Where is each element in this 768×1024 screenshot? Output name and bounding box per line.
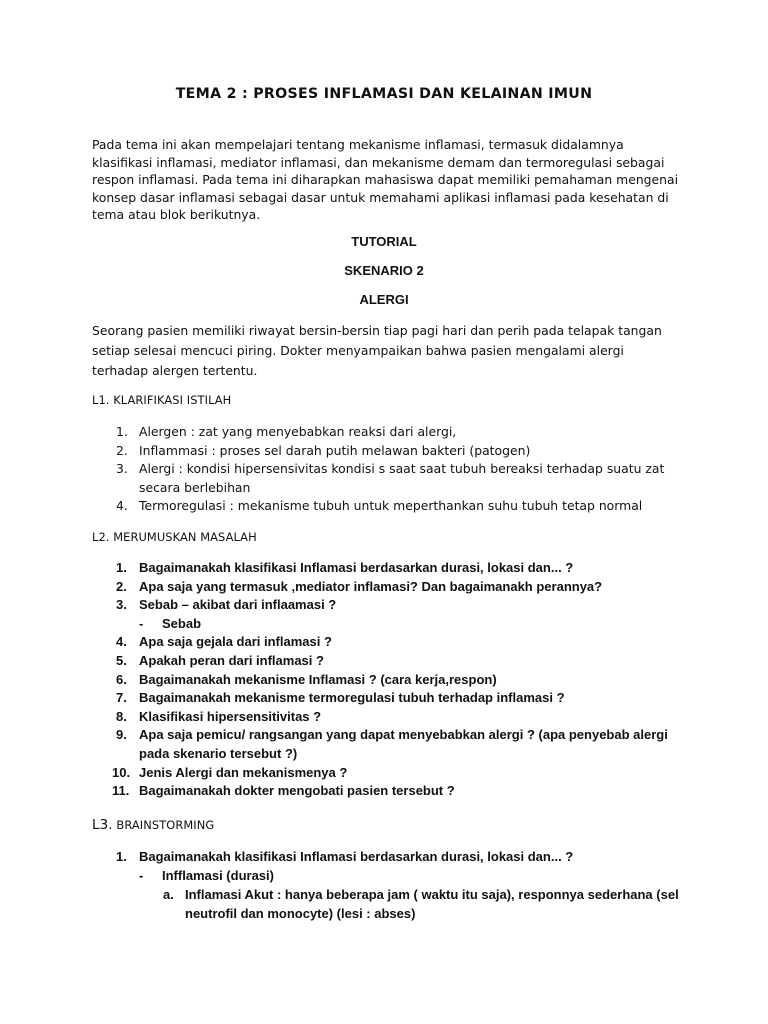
- alpha-list: [92, 885, 682, 923]
- l3-list: [92, 848, 682, 923]
- list-item: 8. Klasifikasi hipersensitivitas ?: [116, 708, 322, 724]
- list-item: 1. Alergen : zat yang menyebabkan reaksi dari alergi,: [116, 424, 457, 439]
- sub-list-item: - Sebab: [139, 615, 202, 631]
- l1-heading: L1. KLARIFIKASI ISTILAH: [92, 393, 232, 407]
- list-item: 4. Apa saja gejala dari inflamasi ?: [116, 634, 332, 650]
- list-item: 10. Jenis Alergi dan mekanismenya ?: [112, 764, 348, 780]
- list-item: 6. Bagaimanakah mekanisme Inflamasi ? (cara kerja,respon): [116, 671, 497, 687]
- list-item: 7. Bagaimanakah mekanisme termoregulasi tubuh terhadap inflamasi ?: [116, 690, 565, 706]
- list-item: 1. Bagaimanakah klasifikasi Inflamasi berdasarkan durasi, lokasi dan... ?: [116, 560, 574, 575]
- sub-list-item: - Infflamasi (durasi): [139, 867, 274, 883]
- list-item: 9. Apa saja pemicu/ rangsangan yang dapat menyebabkan alergi ? (apa penyebab alergi pada skenario tersebut ?): [116, 727, 668, 761]
- intro-paragraph: Pada tema ini akan mempelajari tentang mekanisme inflamasi, termasuk didalamnya klasifikasi inflamasi, mediator inflamasi, dan mekanisme demam dan termoregulasi sebagai respon inflamasi. Pada tema ini diharapkan mahasiswa dapat memiliki pemahaman mengenai konsep dasar inflamasi sebagai dasar untuk memahami aplikasi inflamasi pada kesehatan di tema atau blok berikutnya.: [92, 137, 679, 222]
- sub-list: [92, 867, 682, 886]
- l2-heading: L2. MERUMUSKAN MASALAH: [92, 530, 257, 544]
- list-item: 2. Apa saja yang termasuk ,mediator inflamasi? Dan bagaimanakh perannya?: [116, 578, 603, 594]
- list-item: 2. Inflammasi : proses sel darah putih melawan bakteri (patogen): [116, 442, 531, 458]
- l3-heading: L3. BRAINSTORMING: [92, 817, 215, 833]
- tutorial-heading: TUTORIAL: [351, 234, 417, 249]
- list-item: 11. Bagaimanakah dokter mengobati pasien tersebut ?: [112, 783, 455, 799]
- alpha-list-item: a. Inflamasi Akut : hanya beberapa jam ( waktu itu saja), responnya sederhana (sel neutrofil dan monocyte) (lesi : abses): [163, 887, 679, 922]
- scenario-paragraph: Seorang pasien memiliki riwayat bersin-bersin tiap pagi hari dan perih pada telapak tangan setiap selesai mencuci piring. Dokter menyampaikan bahwa pasien mengalami alergi terhadap alergen tertentu.: [92, 323, 662, 378]
- alergi-heading: ALERGI: [359, 292, 409, 307]
- list-item: 5. Apakah peran dari inflamasi ?: [116, 652, 324, 668]
- l2-list: [92, 559, 682, 801]
- skenario-heading: SKENARIO 2: [344, 263, 424, 278]
- list-item: 3. Sebab – akibat dari inflaamasi ? - Sebab: [92, 596, 682, 633]
- list-item: 4. Termoregulasi : mekanisme tubuh untuk meperthankan suhu tubuh tetap normal: [116, 498, 643, 514]
- list-item: 1. Bagaimanakah klasifikasi Inflamasi berdasarkan durasi, lokasi dan... ? - Infflamasi (durasi) a. Inflamasi Akut : hanya beberapa jam ( waktu itu saja), responnya sederhana (sel neutrofil dan monocyte) (lesi : abses): [92, 848, 682, 923]
- sub-list: [92, 615, 682, 634]
- list-item: 3. Alergi : kondisi hipersensivitas kondisi s saat saat tubuh bereaksi terhadap suatu zat secara berlebihan: [116, 461, 665, 495]
- document-title: TEMA 2 : PROSES INFLAMASI DAN KELAINAN IMUN: [175, 86, 593, 102]
- l1-list: [92, 423, 682, 516]
